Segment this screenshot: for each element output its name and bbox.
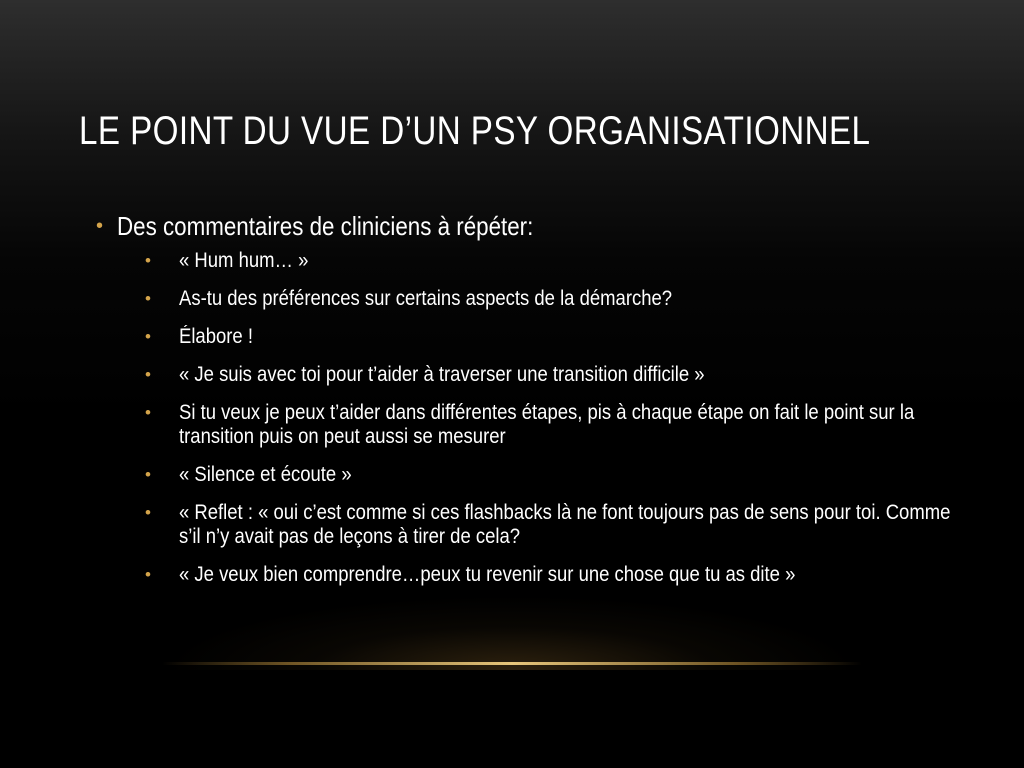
- sub-bullet-item: [117, 501, 1000, 549]
- sub-bullet-text: « Reflet : « oui c’est comme si ces flashbacks là ne font toujours pas de sens pour toi. Comme s’il n’y avait pas de leçons à tirer de cela?: [179, 501, 951, 548]
- bullet-icon: •: [145, 327, 151, 346]
- sub-bullet-text: « Hum hum… »: [179, 249, 309, 272]
- decorative-glow: [162, 595, 862, 670]
- bullet-icon: •: [145, 289, 151, 308]
- bullet-icon: •: [145, 503, 151, 522]
- bullet-icon: •: [145, 465, 151, 484]
- bullet-list: [96, 210, 1000, 587]
- bullet-icon: •: [145, 251, 151, 270]
- sub-bullet-text: As-tu des préférences sur certains aspects de la démarche?: [179, 287, 673, 310]
- sub-bullet-item: [117, 363, 1000, 387]
- sub-bullet-item: [117, 563, 1000, 587]
- sub-bullet-item: [117, 287, 1000, 311]
- sub-bullet-text: « Je veux bien comprendre…peux tu revenir sur une chose que tu as dite »: [179, 563, 796, 586]
- sub-bullet-text: Si tu veux je peux t’aider dans différentes étapes, pis à chaque étape on fait le point sur la transition puis on peut aussi se mesurer: [179, 401, 915, 448]
- sub-bullet-text: « Je suis avec toi pour t’aider à traverser une transition difficile »: [179, 363, 705, 386]
- sub-bullet-item: [117, 463, 1000, 487]
- main-bullet-text: Des commentaires de cliniciens à répéter:: [117, 211, 534, 241]
- bullet-icon: •: [96, 215, 104, 237]
- sub-bullet-item: [117, 249, 1000, 273]
- sub-bullet-item: [117, 401, 1000, 449]
- slide-title: LE POINT DU VUE D’UN PSY ORGANISATIONNEL: [79, 109, 871, 153]
- bullet-icon: •: [145, 403, 151, 422]
- sub-bullet-text: « Silence et écoute »: [179, 463, 352, 486]
- sub-bullet-text: Élabore !: [179, 325, 253, 348]
- sub-bullet-list: [117, 249, 1000, 587]
- slide-body: [96, 210, 1000, 601]
- bullet-icon: •: [145, 565, 151, 584]
- gold-divider-line: [162, 662, 862, 665]
- sub-bullet-item: [117, 325, 1000, 349]
- main-bullet-item: [96, 210, 1000, 587]
- bullet-icon: •: [145, 365, 151, 384]
